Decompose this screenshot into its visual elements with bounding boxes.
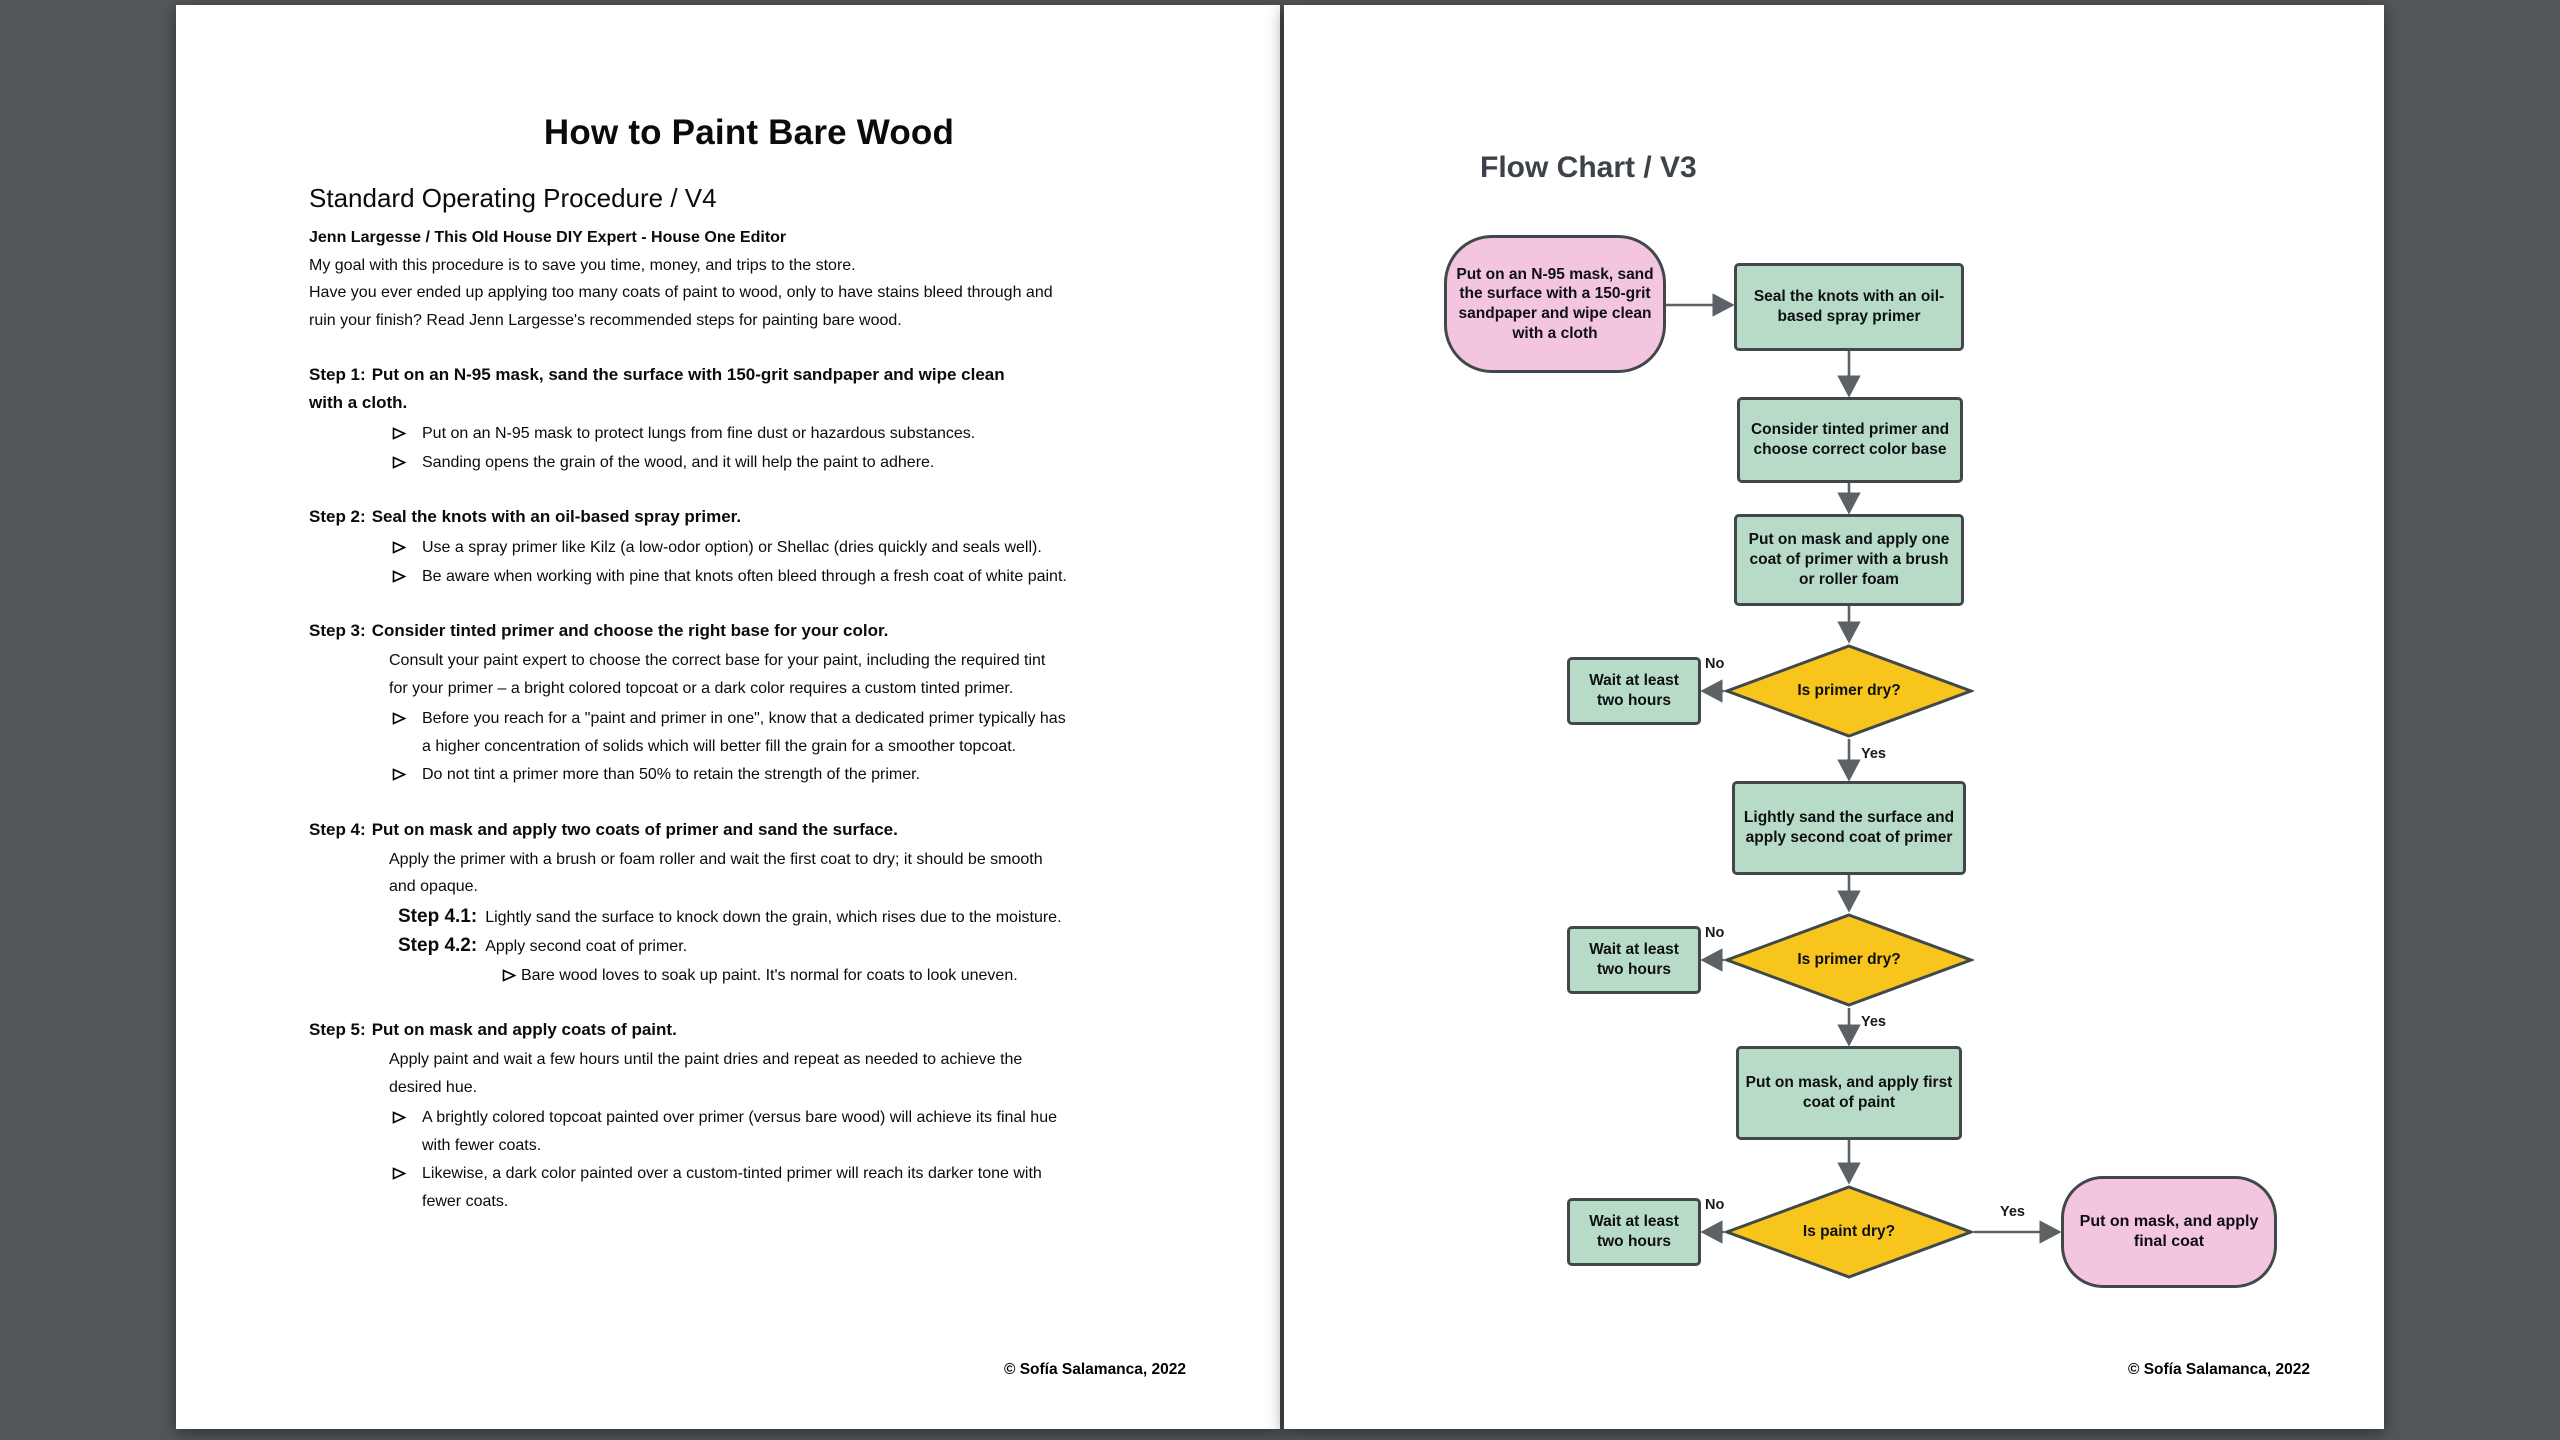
edge-label-no-3: No [1705,1197,1725,1213]
flow-node-tinted-primer: Consider tinted primer and choose correct color base [1737,397,1963,483]
list-item: Before you reach for a "paint and primer in one", know that a dedicated primer typically has a higher concentration of solids which will better fill the grain for a smoother topcoat. [422,705,1074,760]
step-2-heading: Step 2: Seal the knots with an oil-based spray primer. [309,507,742,526]
list-item: Sanding opens the grain of the wood, and it will help the paint to adhere. [422,449,1074,477]
intro-paragraph: Have you ever ended up applying too many coats of paint to wood, only to have stains bleed through and ruin your finish? Read Jenn Largesse's recommended steps for painting bare wood. [309,284,1053,329]
step-4-description: Apply the primer with a brush or foam roller and wait the first coat to dry; it should be smooth and opaque. [389,850,1043,895]
step-3-description: Consult your paint expert to choose the correct base for your paint, including the required tint for your primer – a bright colored topcoat or a dark color requires a custom tinted primer. [389,652,1046,697]
list-item: Do not tint a primer more than 50% to retain the strength of the primer. [422,761,1074,789]
edge-label-no-2: No [1705,925,1725,941]
doc-subtitle: Standard Operating Procedure / V4 [309,183,717,213]
list-item: Put on an N-95 mask to protect lungs from fine dust or hazardous substances. [422,420,1074,448]
step-3-heading: Step 3: Consider tinted primer and choose the right base for your color. [309,621,889,640]
list-item: Be aware when working with pine that knots often bleed through a fresh coat of white paint. [422,563,1074,591]
doc-title: How to Paint Bare Wood [543,113,955,152]
bullet-arrow-icon [392,427,406,440]
step-2-bullets [422,534,1074,590]
flow-node-seal-knots: Seal the knots with an oil-based spray primer [1734,263,1964,351]
intro-paragraph: My goal with this procedure is to save you time, money, and trips to the store. [309,256,856,274]
substep-4-1: Step 4.1: Lightly sand the surface to knock down the grain, which rises due to the moisture. [398,905,1062,927]
list-item: A brightly colored topcoat painted over primer (versus bare wood) will achieve its final hue with fewer coats. [422,1104,1074,1159]
step-1-bullets [422,420,1074,476]
bullet-arrow-icon [502,969,516,982]
copyright-right: © Sofía Salamanca, 2022 [2127,1361,2310,1378]
flow-decision-primer-dry-1: Is primer dry? [1724,643,1974,739]
flow-node-start: Put on an N-95 mask, sand the surface with a 150-grit sandpaper and wipe clean with a cloth [1444,235,1666,373]
list-item: Likewise, a dark color painted over a custom-tinted primer will reach its darker tone with fewer coats. [422,1160,1074,1215]
step-4-substeps [398,904,1209,990]
document-content [309,5,1209,1216]
flow-chart-title: Flow Chart / V3 [1480,151,1697,184]
bullet-arrow-icon [392,570,406,583]
flow-node-final-coat: Put on mask, and apply final coat [2061,1176,2277,1288]
flow-node-second-primer-coat: Lightly sand the surface and apply second coat of primer [1732,781,1966,875]
list-item: Use a spray primer like Kilz (a low-odor option) or Shellac (dries quickly and seals well). [422,534,1074,562]
flow-decision-paint-dry: Is paint dry? [1724,1184,1974,1280]
bullet-arrow-icon [392,712,406,725]
step-3-bullets [422,705,1074,789]
bullet-arrow-icon [392,456,406,469]
flow-decision-primer-dry-2: Is primer dry? [1724,912,1974,1008]
edge-label-yes-1: Yes [1861,746,1886,762]
flow-node-first-paint-coat: Put on mask, and apply first coat of paint [1736,1046,1962,1140]
step-5-section [309,1016,1209,1215]
step-4-section [309,816,1209,990]
doc-author-line: Jenn Largesse / This Old House DIY Expert - House One Editor [309,229,787,246]
bullet-arrow-icon [392,768,406,781]
step-5-bullets [422,1104,1074,1215]
bullet-arrow-icon [392,1111,406,1124]
document-page-right [1284,5,2384,1429]
copyright-left: © Sofía Salamanca, 2022 [1003,1361,1186,1378]
edge-label-yes-2: Yes [1861,1014,1886,1030]
step-1-section [309,361,1209,476]
document-page-left [176,5,1280,1429]
bullet-arrow-icon [392,1167,406,1180]
flow-node-wait-1: Wait at least two hours [1567,657,1701,725]
step-3-section [309,617,1209,789]
bullet-arrow-icon [392,541,406,554]
substep-4-2-bullets [521,962,1121,990]
step-2-section [309,503,1209,590]
flow-node-wait-3: Wait at least two hours [1567,1198,1701,1266]
step-4-heading: Step 4: Put on mask and apply two coats of primer and sand the surface. [309,819,898,839]
edge-label-yes-3: Yes [2000,1204,2025,1220]
substep-4-2: Step 4.2: Apply second coat of primer. [398,935,688,956]
flow-node-first-primer-coat: Put on mask and apply one coat of primer with a brush or roller foam [1734,514,1964,606]
list-item: Bare wood loves to soak up paint. It's normal for coats to look uneven. [521,962,1121,990]
flow-node-wait-2: Wait at least two hours [1567,926,1701,994]
step-5-heading: Step 5: Put on mask and apply coats of paint. [309,1020,677,1039]
step-5-description: Apply paint and wait a few hours until the paint dries and repeat as needed to achieve the desired hue. [389,1051,1023,1096]
edge-label-no-1: No [1705,656,1725,672]
step-1-heading: Step 1: Put on an N-95 mask, sand the surface with 150-grit sandpaper and wipe clean with a cloth. [309,365,1005,412]
